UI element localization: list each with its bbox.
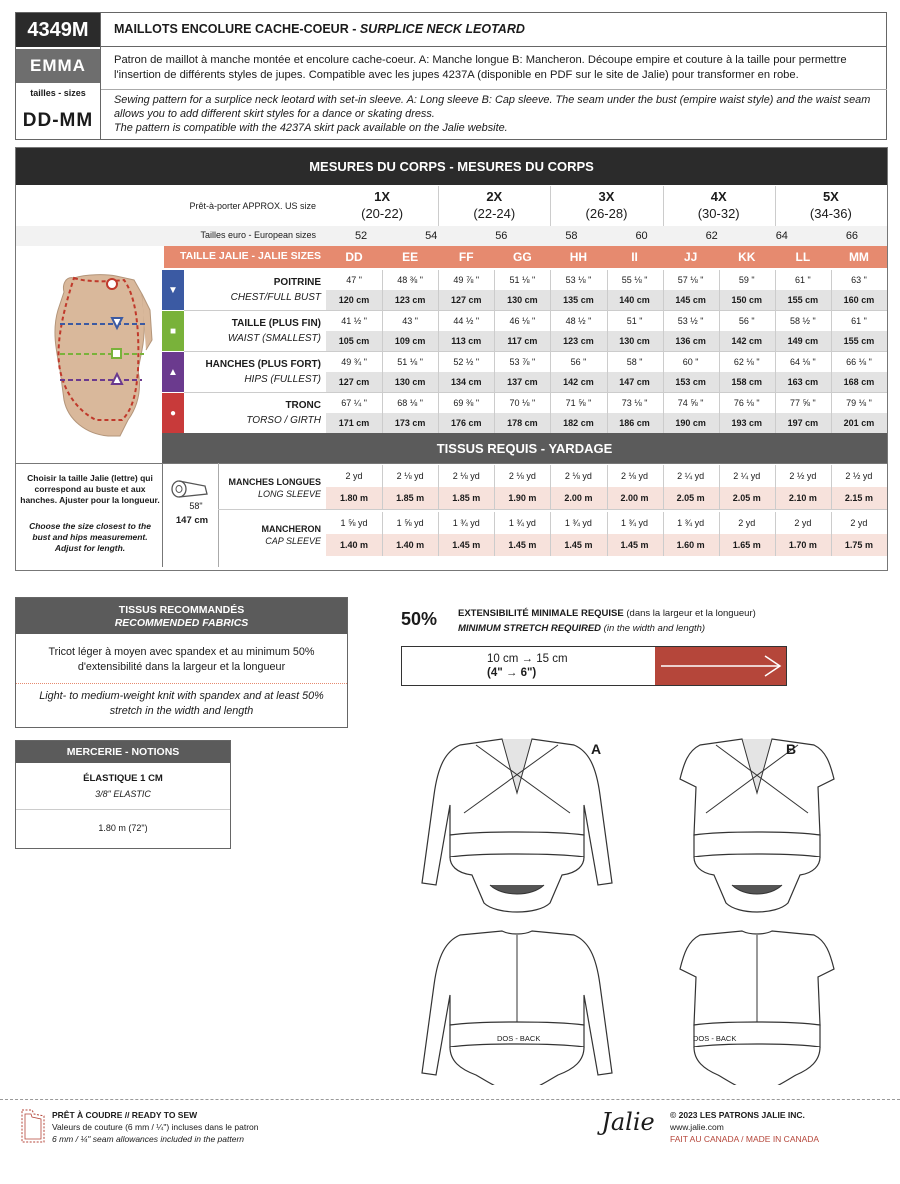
measure-inches: 61 " [851,316,867,326]
measurements-table [15,147,888,571]
yardage-yd: 2 ½ yd [845,471,873,481]
measure-inches: 41 ½ " [341,316,367,326]
yardage-m: 2.15 m [844,493,873,503]
fabric-width-cm: 147 cm [175,515,209,526]
rtw-range: (26-28) [585,205,628,221]
measure-cm: 120 cm [338,295,370,305]
measure-inches: 53 ½ " [677,316,704,326]
measure-inches: 52 ½ " [453,357,480,367]
measure-inches: 61 " [794,275,811,285]
view-a-label: A [591,741,602,757]
measure-cm: 155 cm [843,336,875,346]
euro-size: 66 [845,230,859,242]
divider [607,465,608,509]
yardage-m: 1.90 m [508,493,537,503]
divider [663,393,664,433]
divider [663,465,664,509]
yardage-m: 1.45 m [564,540,593,550]
measure-inches: 48 ½ " [565,316,592,326]
measure-label-en: HIPS (FULLEST) [244,374,321,385]
divider [775,393,776,433]
measure-cm: 168 cm [843,377,875,387]
description-en-line-2: The pattern is compatible with the 4237A skirt pack available on the Jalie website. [114,122,508,134]
measure-cm: 127 cm [338,377,370,387]
divider [550,186,551,226]
measure-inches: 44 ½ " [453,316,480,326]
divider [438,465,439,509]
yardage-yd: 2 ⅛ yd [452,471,480,481]
divider [550,352,551,392]
pattern-header [15,12,887,140]
measure-cm: 155 cm [787,295,819,305]
divider [663,512,664,556]
measure-label-fr: TRONC [285,400,321,411]
measure-inches: 47 " [346,275,362,285]
measure-cm: 186 cm [619,418,650,428]
divider [438,393,439,433]
technical-drawings [420,735,890,1085]
measure-label-en: WAIST (SMALLEST) [227,333,321,344]
view-b-back-drawing [680,931,834,1085]
jalie-size: KK [738,250,756,264]
measure-cm: 136 cm [675,336,706,346]
measure-inches: 56 " [738,316,755,326]
measure-inches: 69 ⅜ " [453,398,480,408]
measure-inches: 62 ⅛ " [733,357,760,367]
measure-marker-icon: ● [162,393,184,433]
measure-inches: 53 ⅛ " [565,275,592,285]
jalie-size: MM [848,250,869,264]
yardage-yd: 1 ¾ yd [677,518,705,528]
fabrics-text-fr: Tricot léger à moyen avec spandex et au minimum 50% d'extensibilité dans la largeur et la longueur [48,646,315,673]
measure-marker-icon: ■ [162,311,184,351]
measure-inches: 67 ¼ " [341,398,367,408]
yardage-m: 1.75 m [844,540,873,550]
measure-inches: 68 ⅛ " [397,398,423,408]
pattern-piece-icon [20,1108,46,1144]
stretch-percent: 50% [401,609,438,629]
website-link[interactable]: www.jalie.com [670,1122,724,1132]
notion-item-fr: ÉLASTIQUE 1 CM [83,773,163,784]
yardage-m: 1.60 m [676,540,705,550]
sizes-range: DD-MM [22,110,94,131]
yardage-yd: 2 yd [345,471,363,481]
notions-box [15,740,231,849]
divider [494,512,495,556]
divider [382,393,383,433]
measure-cm: 145 cm [675,295,706,305]
yardage-m: 1.45 m [452,540,481,550]
yardage-yd: 2 ⅛ yd [508,471,536,481]
yardage-m: 1.45 m [620,540,649,550]
euro-size: 64 [775,230,788,242]
measure-inches: 51 ⅛ " [509,275,536,285]
rtw-range: (20-22) [361,205,404,221]
title-en: SURPLICE NECK LEOTARD [359,22,525,36]
divider [494,393,495,433]
pattern-title [114,22,874,36]
notion-item-en: 3/8" ELASTIC [95,789,151,799]
measure-inches: 53 ⅞ " [509,357,536,367]
measure-cm: 123 cm [563,336,594,346]
measure-inches: 49 ⅞ " [453,275,480,285]
measure-label-en: TORSO / GIRTH [246,415,321,426]
arrow-right-icon [655,647,786,685]
view-a-back-drawing [422,931,612,1085]
notions-title: MERCERIE - NOTIONS [16,741,230,763]
fabric-roll-icon [171,478,211,500]
divider [382,465,383,509]
stretch-gauge [401,646,787,686]
yardage-m: 1.85 m [396,493,425,503]
view-b-back-label: DOS - BACK [693,1034,737,1043]
stretch-label-en-rest: (in the width and length) [601,623,706,634]
yardage-m: 1.70 m [788,540,817,550]
jalie-size: FF [458,250,474,264]
divider [719,465,720,509]
divider [719,270,720,310]
yardage-label-fr: MANCHERON [261,524,321,534]
divider [382,311,383,351]
divider [831,352,832,392]
measure-cm: 140 cm [619,295,650,305]
stretch-gauge-in: (4" → 6") [487,667,537,679]
divider [775,352,776,392]
measure-cm: 117 cm [507,336,538,346]
measure-cm: 130 cm [507,295,538,305]
euro-size: 58 [565,230,578,242]
jalie-size: JJ [683,250,698,264]
fabrics-title-fr: TISSUS RECOMMANDÉS [118,604,245,616]
yardage-yd: 1 ¾ yd [508,518,536,528]
divider [607,352,608,392]
choose-size-fr: Choisir la taille Jalie (lettre) qui correspond au buste et aux hanches. Ajuster pour la longueur. [20,473,160,505]
measure-inches: 55 ⅛ " [621,275,648,285]
jalie-size: II [631,250,638,264]
yardage-yd: 1 ¾ yd [621,518,649,528]
fabrics-title [16,598,347,634]
divider [382,270,383,310]
measurements-title: MESURES DU CORPS - MESURES DU CORPS [16,148,887,185]
divider [494,311,495,351]
measure-inches: 74 ⅝ " [677,398,704,408]
divider [607,270,608,310]
divider [831,270,832,310]
divider [494,465,495,509]
description-fr: Patron de maillot à manche montée et encolure cache-coeur. A: Manche longue B: Mancheron. Découpe empire et couture à la taille pour permettre l'insertion de différents styles de jupes. Compatible avec les jupes 4237A (disponible en PDF sur le site de Jalie) pour transformer en robe. [114,54,847,81]
measure-cm: 142 cm [563,377,594,387]
notion-quantity: 1.80 m (72") [98,823,148,833]
yardage-m: 1.40 m [396,540,425,550]
title-fr: MAILLOTS ENCOLURE CACHE-COEUR - [114,22,360,36]
yardage-m: 2.05 m [676,493,705,503]
measure-cm: 134 cm [450,377,482,387]
pattern-name: EMMA [16,49,100,83]
jalie-size: EE [402,250,419,264]
euro-size: 62 [705,230,718,242]
jalie-logo-text: Jalie [601,1108,655,1136]
measure-marker-icon: ▲ [162,352,184,392]
stretch-label-en [458,623,898,634]
made-in-canada: FAIT AU CANADA / MADE IN CANADA [670,1134,820,1144]
divider [550,465,551,509]
yardage-label-en: LONG SLEEVE [257,489,321,499]
stretch-label-fr [458,608,898,619]
divider [16,809,230,810]
pattern-id-box [16,13,101,139]
view-b-front-drawing [680,739,834,912]
divider [831,393,832,433]
divider [162,463,163,567]
rtw-range: (34-36) [809,205,852,221]
divider [775,311,776,351]
measure-inches: 60 " [682,357,699,367]
stretch-label-fr-bold: EXTENSIBILITÉ MINIMALE REQUISE [458,608,624,619]
yardage-m: 2.10 m [788,493,817,503]
stretch-gauge-bar [655,647,786,685]
divider [382,352,383,392]
fabric-width-in: 58" [189,501,203,511]
divider [438,311,439,351]
measure-cm: 178 cm [507,418,538,428]
measure-inches: 73 ⅛ " [621,398,648,408]
fabrics-title-en: RECOMMENDED FABRICS [114,617,249,629]
divider [775,512,776,556]
measure-inches: 43 " [402,316,418,326]
measure-cm: 109 cm [394,336,426,346]
divider [101,89,887,90]
divider [550,512,551,556]
rtw-size: 3X [598,188,615,204]
measure-cm: 135 cm [563,295,594,305]
yardage-m: 2.00 m [564,493,593,503]
divider [775,270,776,310]
measure-cm: 201 cm [843,418,875,428]
measure-cm: 190 cm [675,418,706,428]
divider [775,186,776,226]
yardage-m: 2.00 m [620,493,649,503]
measure-cm: 113 cm [451,336,482,346]
measure-inches: 66 ⅛ " [846,357,872,367]
choose-size-en: Choose the size closest to the bust and hips measurement. Adjust for length. [29,521,151,553]
rtw-size: 5X [822,188,839,204]
divider [607,512,608,556]
yardage-m: 1.40 m [340,540,369,550]
view-a-front-drawing [422,739,612,912]
divider [438,270,439,310]
divider [550,270,551,310]
measure-cm: 149 cm [787,336,819,346]
measure-cm: 171 cm [338,418,370,428]
divider [663,270,664,310]
rtw-label: Prêt-à-porter APPROX. US size [189,201,316,211]
yardage-label-fr: MANCHES LONGUES [228,477,321,487]
yardage-yd: 2 ⅛ yd [564,471,592,481]
measure-cm: 123 cm [394,295,426,305]
description-en [114,93,884,135]
yardage-yd: 2 ¼ yd [677,471,705,481]
fabrics-text-en: Light- to medium-weight knit with spandex and at least 50% stretch in the width and length [39,690,324,717]
view-a-back-label: DOS - BACK [497,1034,541,1043]
yardage-m: 2.05 m [732,493,761,503]
divider [775,465,776,509]
jalie-size: LL [795,250,811,264]
description-en-line-1: Sewing pattern for a surplice neck leotard with set-in sleeve. A: Long sleeve B: Cap sleeve. The seam under the bust (empire waist style) and the waist seam allows you to add different skirt styles for a dance or skating dress. [114,94,871,120]
divider [719,352,720,392]
stretch-gauge-cm: 10 cm → 15 cm [487,653,568,665]
measure-inches: 58 " [626,357,643,367]
divider [16,683,347,684]
measure-inches: 58 ½ " [789,316,816,326]
yardage-m: 1.65 m [732,540,761,550]
yardage-yd: 1 ⅝ yd [396,518,424,528]
measure-cm: 142 cm [731,336,762,346]
measure-label-fr: POITRINE [273,277,321,288]
yardage-yd: 2 ½ yd [789,471,817,481]
divider [831,465,832,509]
yardage-yd: 2 yd [850,518,868,528]
rtw-size: 2X [486,188,503,204]
euro-label: Tailles euro - European sizes [200,230,316,240]
measure-cm: 137 cm [507,377,538,387]
jalie-size: GG [513,250,532,264]
measure-inches: 48 ⅜ " [397,275,423,285]
measure-cm: 150 cm [731,295,762,305]
divider [16,463,887,464]
measure-cm: 153 cm [675,377,706,387]
measure-label-fr: HANCHES (PLUS FORT) [205,359,321,370]
jalie-label: TAILLE JALIE - JALIE SIZES [180,250,321,262]
divider [101,46,887,47]
recommended-fabrics-box [15,597,348,728]
yardage-title: TISSUS REQUIS - YARDAGE [162,433,887,463]
measure-inches: 59 " [738,275,755,285]
rtw-range: (30-32) [697,205,740,221]
pattern-code: 4349M [16,13,100,47]
divider [719,512,720,556]
measure-cm: 158 cm [731,377,762,387]
divider [438,352,439,392]
rtw-size: 1X [374,188,391,204]
yardage-yd: 2 yd [738,518,756,528]
divider [607,311,608,351]
measure-inches: 76 ⅛ " [733,398,760,408]
divider [663,352,664,392]
measure-cm: 197 cm [787,418,819,428]
yardage-yd: 1 ⅝ yd [340,518,368,528]
footer-divider [0,1099,900,1100]
measure-cm: 160 cm [843,295,875,305]
divider [831,311,832,351]
measure-cm: 147 cm [619,377,650,387]
divider [438,186,439,226]
measure-inches: 46 ⅛ " [509,316,536,326]
divider [550,311,551,351]
measure-marker-icon: ▼ [162,270,184,310]
measure-cm: 130 cm [619,336,650,346]
divider [494,352,495,392]
measure-cm: 130 cm [394,377,426,387]
yardage-yd: 2 ¼ yd [733,471,761,481]
divider [719,311,720,351]
jalie-size: DD [345,250,363,264]
divider [831,512,832,556]
copyright: © 2023 LES PATRONS JALIE INC. [670,1110,805,1120]
measure-cm: 182 cm [563,418,594,428]
measure-cm: 105 cm [338,336,370,346]
measure-inches: 51 " [626,316,643,326]
measure-inches: 77 ⅝ " [789,398,816,408]
seam-allowance-fr: Valeurs de couture (6 mm / ¼") incluses dans le patron [52,1122,259,1132]
jalie-logo [598,1108,658,1154]
measure-inches: 64 ⅛ " [789,357,816,367]
divider [663,186,664,226]
yardage-label-en: CAP SLEEVE [265,536,321,546]
stretch-label-fr-rest: (dans la largeur et la longueur) [623,608,756,619]
yardage-yd: 2 ⅛ yd [396,471,424,481]
divider [607,393,608,433]
jalie-size: HH [569,250,588,264]
divider [550,393,551,433]
divider [663,311,664,351]
measure-cm: 163 cm [787,377,819,387]
yardage-m: 1.85 m [452,493,481,503]
divider [719,393,720,433]
measure-inches: 57 ⅛ " [677,275,704,285]
yardage-yd: 1 ¾ yd [564,518,592,528]
measure-label-en: CHEST/FULL BUST [230,292,321,303]
yardage-yd: 1 ¾ yd [452,518,480,528]
measure-inches: 63 " [851,275,867,285]
divider [382,512,383,556]
measure-inches: 56 " [570,357,587,367]
divider [218,463,219,567]
yardage-yd: 2 ⅛ yd [621,471,649,481]
measure-cm: 173 cm [394,418,426,428]
divider [438,512,439,556]
sizes-label: tailles - sizes [30,88,86,98]
measure-inches: 49 ¾ " [341,357,367,367]
rtw-range: (22-24) [473,205,516,221]
measure-inches: 79 ⅛ " [846,398,872,408]
seam-allowance-en: 6 mm / ¼" seam allowances included in the pattern [52,1134,245,1144]
measure-cm: 176 cm [450,418,482,428]
measure-label-fr: TAILLE (PLUS FIN) [231,318,321,329]
yardage-m: 1.80 m [340,493,369,503]
yardage-m: 1.45 m [508,540,537,550]
stretch-label-en-bold: MINIMUM STRETCH REQUIRED [458,623,602,634]
measure-cm: 193 cm [731,418,762,428]
yardage-yd: 2 yd [794,518,812,528]
view-b-label: B [786,741,797,757]
measure-inches: 70 ⅛ " [509,398,536,408]
divider [218,509,887,510]
euro-size: 52 [354,230,368,242]
euro-size: 54 [425,230,438,242]
ready-to-sew-label: PRÊT À COUDRE // READY TO SEW [52,1110,198,1120]
body-figure-icon [46,270,166,438]
divider [494,270,495,310]
measure-inches: 71 ⅝ " [565,398,592,408]
euro-size: 56 [495,230,508,242]
measure-cm: 127 cm [450,295,482,305]
euro-size: 60 [635,230,648,242]
measure-inches: 51 ⅛ " [397,357,423,367]
rtw-size: 4X [710,188,727,204]
